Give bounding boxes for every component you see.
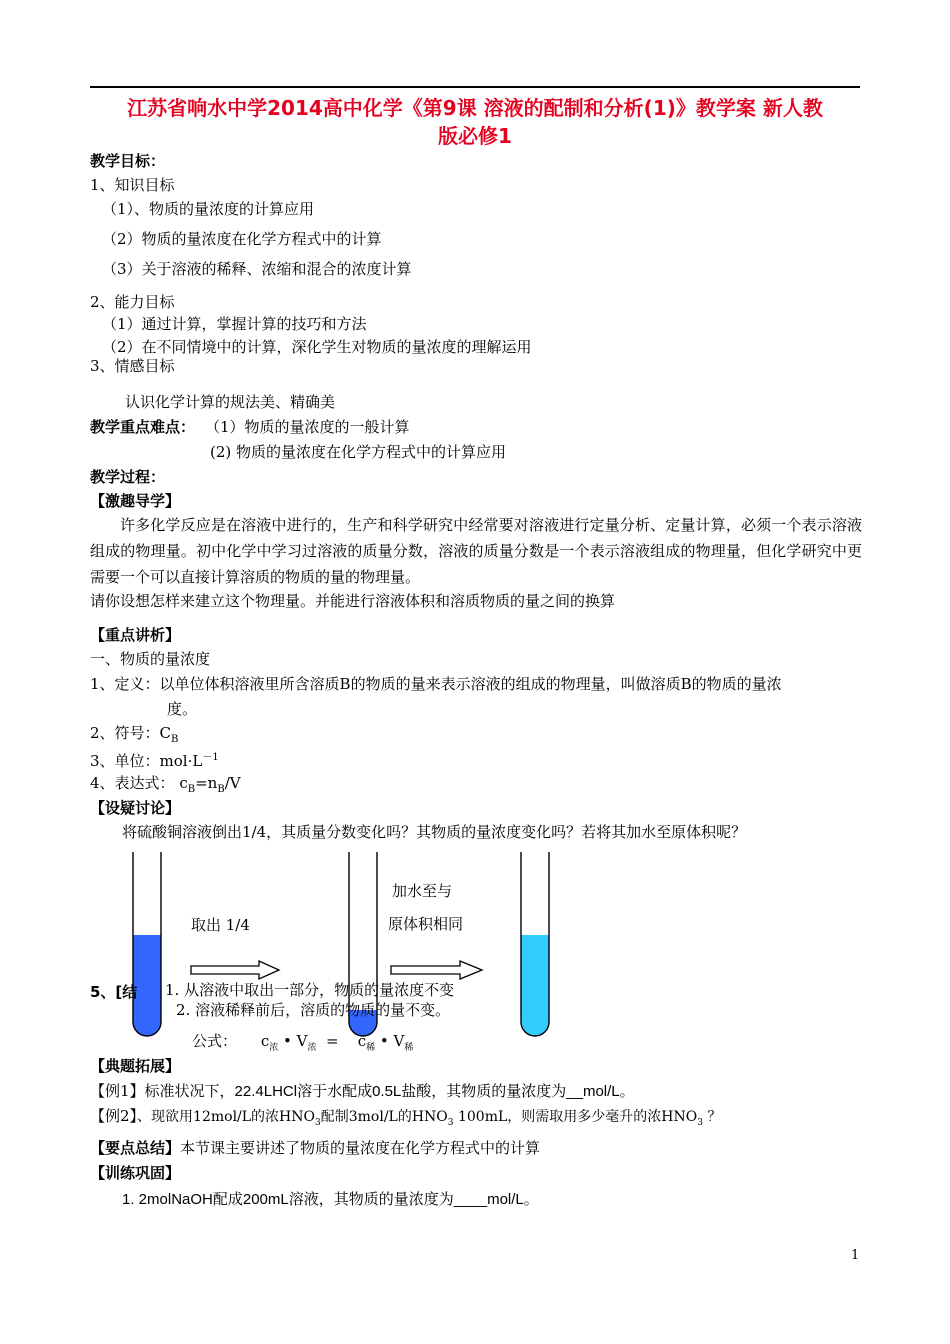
- formula-sub-2: 浓: [307, 1043, 317, 1053]
- intro-question: 请你设想怎样来建立这个物理量。并能进行溶液体积和溶质物质的量之间的换算: [90, 592, 616, 610]
- add-water-label-1: 加水至与: [392, 882, 453, 900]
- practice-heading: 【训练巩固】: [90, 1164, 181, 1182]
- formula-c2: c: [357, 1032, 367, 1050]
- expression-sub-2: B: [217, 784, 225, 795]
- summary-heading: 【要点总结】: [90, 1139, 181, 1157]
- arrow-1: [191, 961, 279, 979]
- expression-sub-1: B: [187, 784, 196, 795]
- example-2: [90, 1106, 721, 1133]
- example-1: [90, 1081, 635, 1102]
- examples-heading: 【典题拓展】: [90, 1057, 181, 1075]
- discussion-heading: 【设疑讨论】: [90, 799, 181, 817]
- summary-text: 本节课主要讲述了物质的量浓度在化学方程式中的计算: [180, 1139, 541, 1157]
- symbol-value: C: [159, 724, 172, 742]
- expression-c: c: [179, 774, 188, 792]
- knowledge-item-1: （1）、物质的量浓度的计算应用: [102, 200, 315, 218]
- symbol-subscript: B: [171, 734, 179, 745]
- document-title-line1: 江苏省响水中学2014高中化学《第9课 溶液的配制和分析(1)》教学案 新人教: [127, 96, 823, 120]
- example-2-text-b: 配制3mol/L的HNO: [320, 1109, 448, 1125]
- conclusion-2: 2. 溶液稀释前后，溶质的物质的量不变。: [176, 1001, 451, 1019]
- formula-label: 公式：: [192, 1032, 238, 1050]
- ability-item-2: （2）在不同情境中的计算，深化学生对物质的量浓度的理解运用: [102, 338, 532, 356]
- knowledge-item-3: （3）关于溶液的稀释、浓缩和混合的浓度计算: [102, 260, 412, 278]
- example-2-text-a: 、现欲用12mol/L的浓HNO: [137, 1109, 315, 1125]
- formula-sub-3: 稀: [366, 1043, 376, 1053]
- knowledge-item-2: （2）物质的量浓度在化学方程式中的计算: [102, 230, 382, 248]
- summary-line: [90, 1138, 540, 1158]
- expression-label: 4、表达式：: [90, 774, 175, 792]
- test-tube-3-liquid: [521, 935, 549, 1036]
- practice-question-1: 1. 2molNaOH配成200mL溶液，其物质的量浓度为____mol/L。: [122, 1191, 539, 1208]
- discussion-question: 将硫酸铜溶液倒出1/4，其质量分数变化吗？其物质的量浓度变化吗？若将其加水至原体积呢？: [122, 823, 747, 841]
- example-1-text: 标准状况下，22.4LHCl溶于水配成0.5L盐酸，其物质的量浓度为__mol/L。: [144, 1083, 635, 1100]
- arrow-2: [391, 961, 482, 979]
- example-2-sub-1: 3: [315, 1118, 321, 1128]
- ability-item-1: （1）通过计算，掌握计算的技巧和方法: [102, 315, 367, 333]
- focus-heading: 【重点讲析】: [90, 626, 181, 644]
- symbol-label: 2、符号：: [90, 724, 160, 742]
- example-2-label: 【例2】: [90, 1107, 138, 1125]
- unit-superscript: －1: [202, 752, 219, 763]
- knowledge-goal: 1、知识目标: [90, 176, 175, 194]
- key-point-2: (2) 物质的量浓度在化学方程式中的计算应用: [210, 443, 507, 461]
- section-title: 一、物质的量浓度: [90, 650, 211, 668]
- page-number: 1: [851, 1248, 860, 1263]
- unit-label: 3、单位：: [90, 752, 160, 770]
- formula: [192, 1031, 413, 1058]
- expression-end: /V: [224, 774, 241, 792]
- ability-goal: 2、能力目标: [90, 293, 175, 311]
- emotion-goal: 3、情感目标: [90, 357, 175, 375]
- expression-mid: =n: [195, 774, 218, 792]
- key-points-heading: 教学重点难点：: [90, 418, 196, 436]
- formula-v2: • V: [375, 1032, 405, 1050]
- conclusion-1: 1. 从溶液中取出一部分，物质的量浓度不变: [165, 981, 455, 999]
- formula-v1: • V: [278, 1032, 308, 1050]
- emotion-item-1: 认识化学计算的规法美、精确美: [125, 393, 336, 411]
- formula-sub-4: 稀: [404, 1043, 414, 1053]
- formula-sub-1: 浓: [269, 1043, 279, 1053]
- formula-equals: =: [316, 1032, 349, 1050]
- unit-value: mol·L: [159, 752, 203, 770]
- example-2-sub-3: 3: [697, 1118, 703, 1128]
- example-2-text-d: ？: [702, 1109, 722, 1125]
- conclusion-prefix: 5、[结: [90, 983, 138, 1001]
- intro-paragraph: 许多化学反应是在溶液中进行的，生产和科学研究中经常要对溶液进行定量分析、定量计算，必须一个表示溶液组成的物理量。初中化学中学习过溶液的质量分数，溶液的质量分数是一个表示溶液组成的物理量，但化学研究中更需要一个可以直接计算溶质的物质的量的物理量。: [90, 516, 862, 586]
- definition-line1: 1、定义：以单位体积溶液里所含溶质B的物质的量来表示溶液的组成的物理量，叫做溶质B的物质的量浓: [90, 675, 782, 693]
- example-1-label: 【例1】: [90, 1082, 145, 1100]
- example-2-sub-2: 3: [447, 1118, 454, 1128]
- document-title-line2: 版必修1: [438, 124, 512, 148]
- goals-heading: 教学目标：: [90, 152, 166, 170]
- add-water-label-2: 原体积相同: [388, 915, 464, 933]
- intro-heading: 【激趣导学】: [90, 492, 181, 510]
- key-point-1: （1）物质的量浓度的一般计算: [205, 418, 410, 436]
- formula-c1: c: [260, 1032, 270, 1050]
- take-out-label: 取出 1/4: [191, 916, 250, 934]
- process-heading: 教学过程：: [90, 468, 166, 486]
- definition-line2: 度。: [167, 700, 198, 718]
- example-2-text-c: 100mL，则需取用多少毫升的浓HNO: [453, 1109, 698, 1125]
